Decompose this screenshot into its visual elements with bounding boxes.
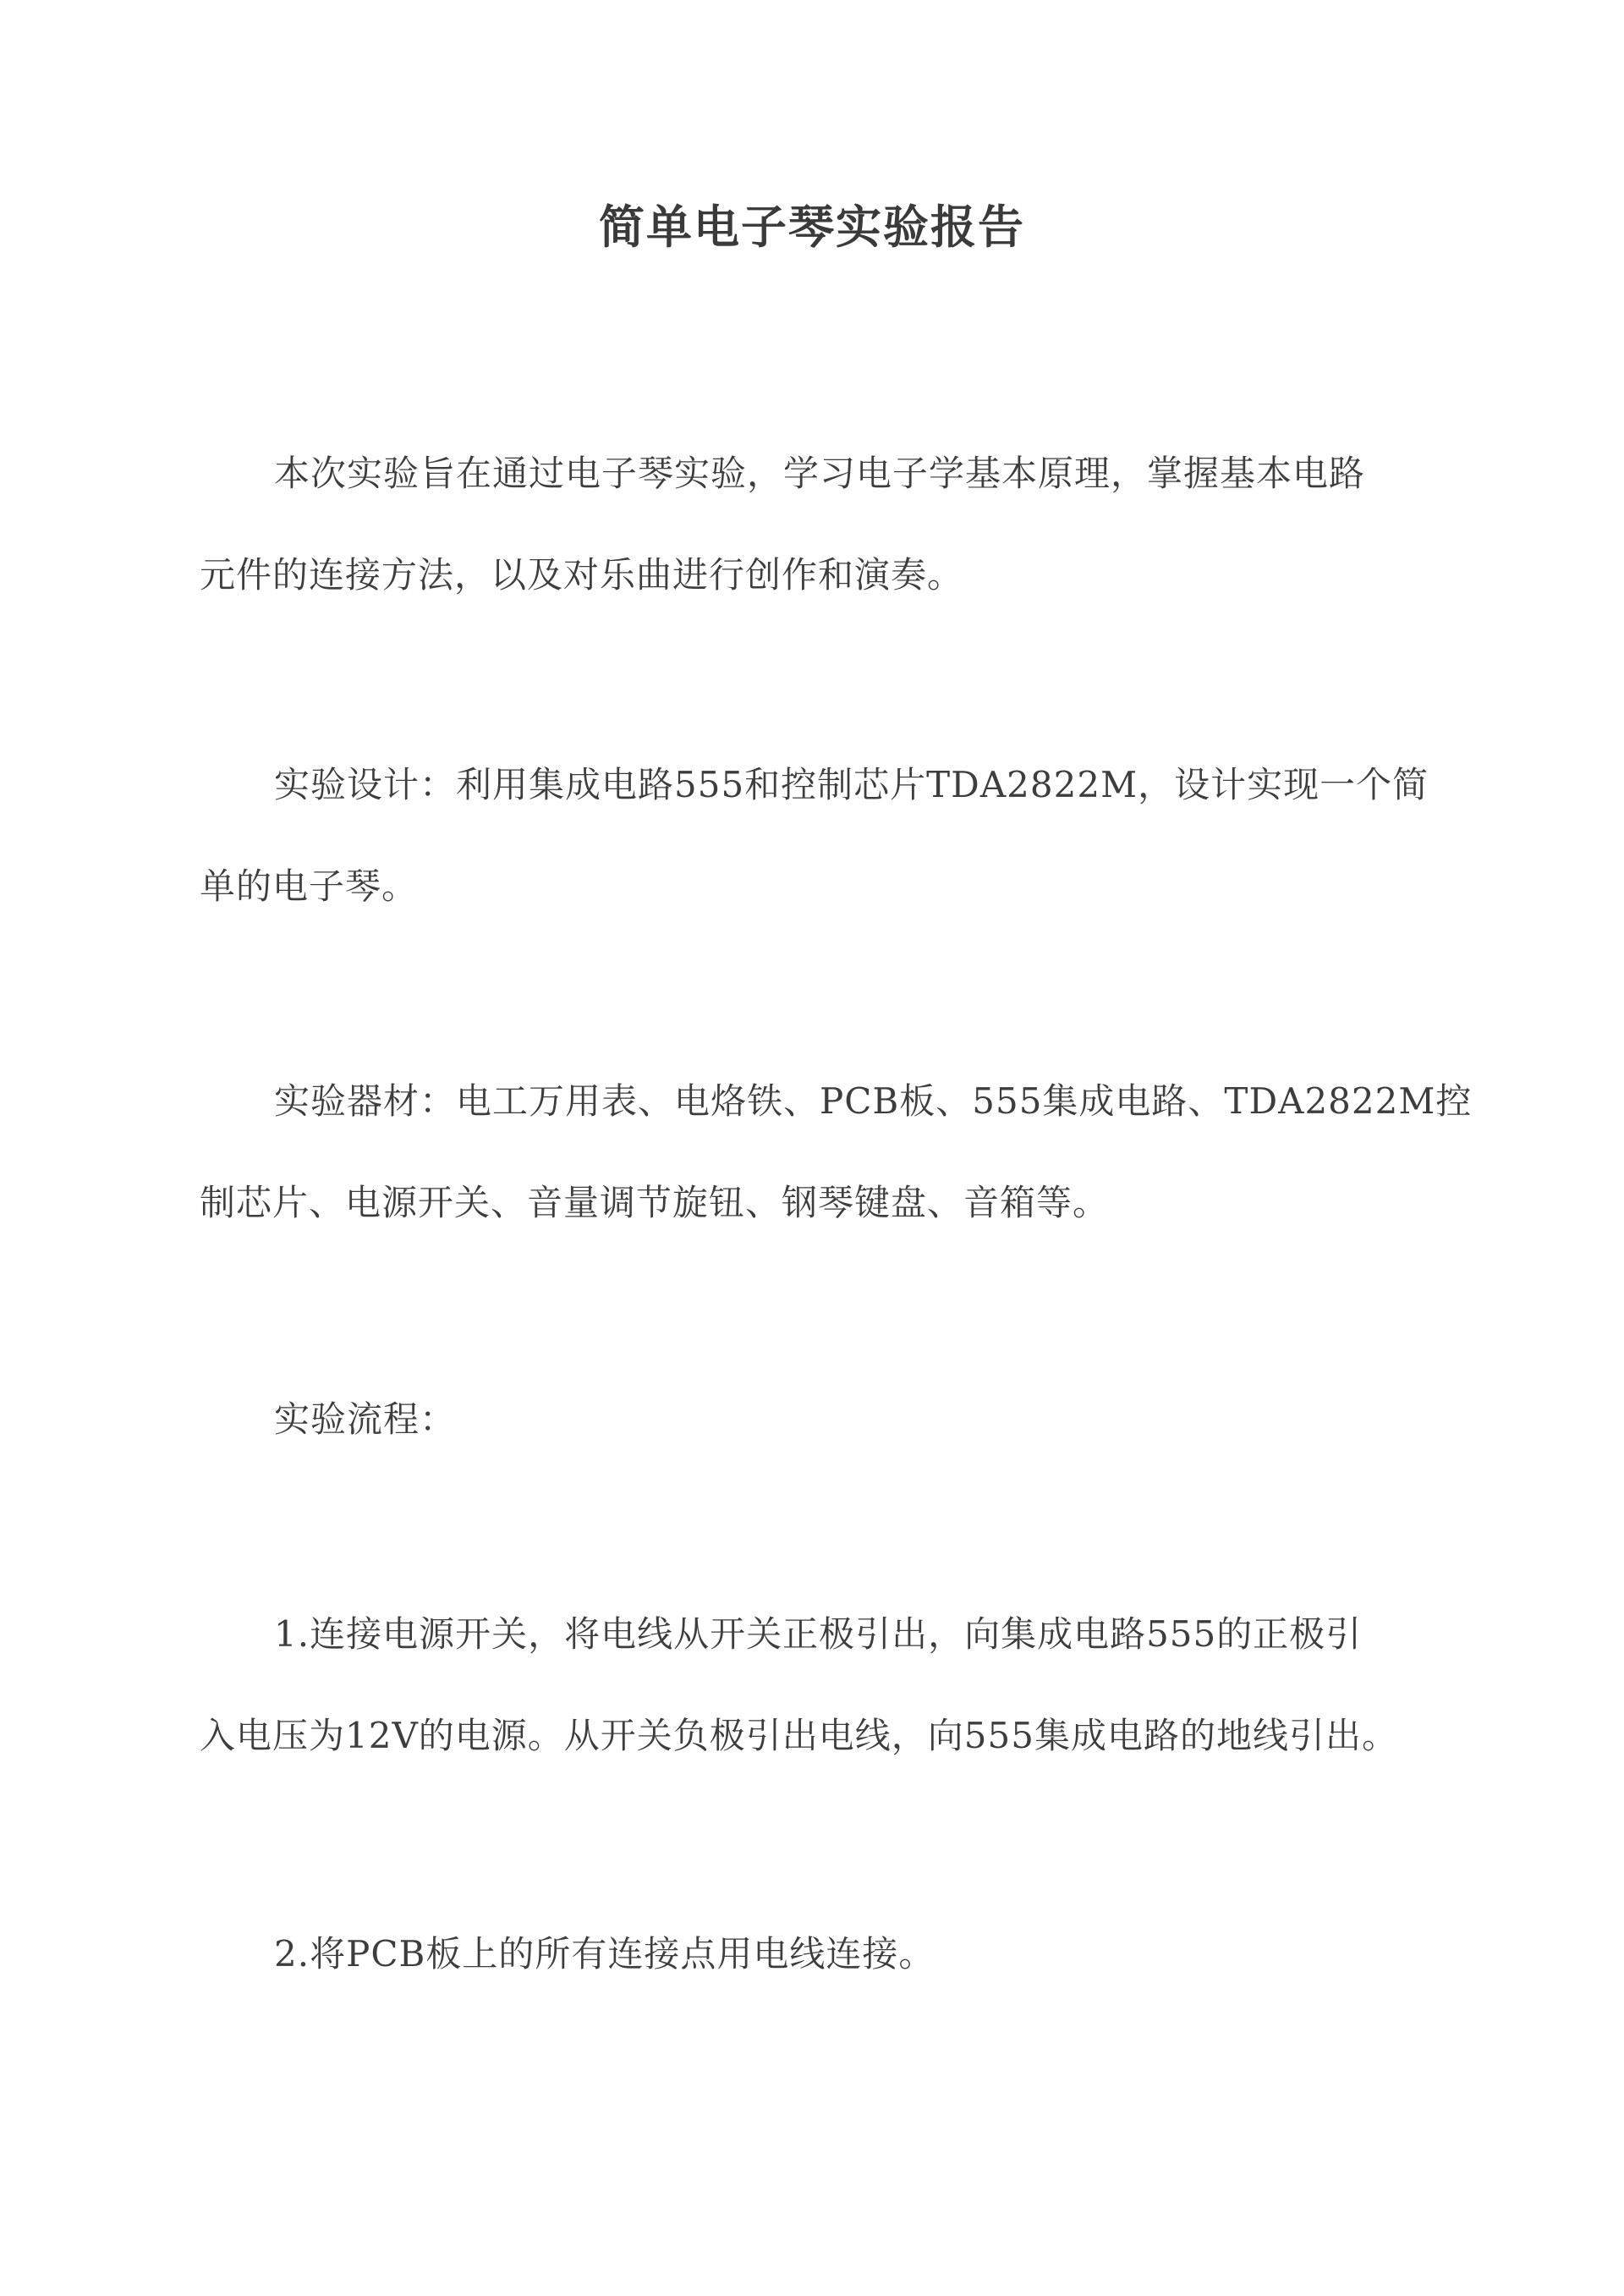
paragraph-line: 1.连接电源开关，将电线从开关正极引出，向集成电路555的正极引 bbox=[274, 1613, 1363, 1655]
paragraph-line: 单的电子琴。 bbox=[200, 865, 419, 907]
paragraph-line: 入电压为12V的电源。从开关负极引出电线，向555集成电路的地线引出。 bbox=[200, 1715, 1398, 1756]
page-title: 简单电子琴实验报告 bbox=[599, 200, 1025, 254]
paragraph-line: 实验器材：电工万用表、电烙铁、PCB板、555集成电路、TDA2822M控 bbox=[274, 1080, 1473, 1122]
paragraph-design bbox=[200, 734, 1435, 937]
paragraph-intro bbox=[200, 423, 1435, 626]
paragraph-line: 实验设计：利用集成电路555和控制芯片TDA2822M，设计实现一个简 bbox=[274, 764, 1429, 805]
paragraph-line: 元件的连接方法，以及对乐曲进行创作和演奏。 bbox=[200, 554, 964, 596]
paragraph-line: 实验流程： bbox=[274, 1398, 457, 1440]
paragraph-step-2 bbox=[200, 1903, 1435, 2005]
paragraph-step-1 bbox=[200, 1584, 1435, 1787]
paragraph-line: 本次实验旨在通过电子琴实验，学习电子学基本原理，掌握基本电路 bbox=[274, 453, 1366, 494]
paragraph-line: 2.将PCB板上的所有连接点用电线连接。 bbox=[274, 1933, 935, 1975]
paragraph-line: 制芯片、电源开关、音量调节旋钮、钢琴键盘、音箱等。 bbox=[200, 1182, 1110, 1223]
paragraph-equipment bbox=[200, 1051, 1473, 1254]
paragraph-procedure-heading bbox=[200, 1369, 1435, 1470]
